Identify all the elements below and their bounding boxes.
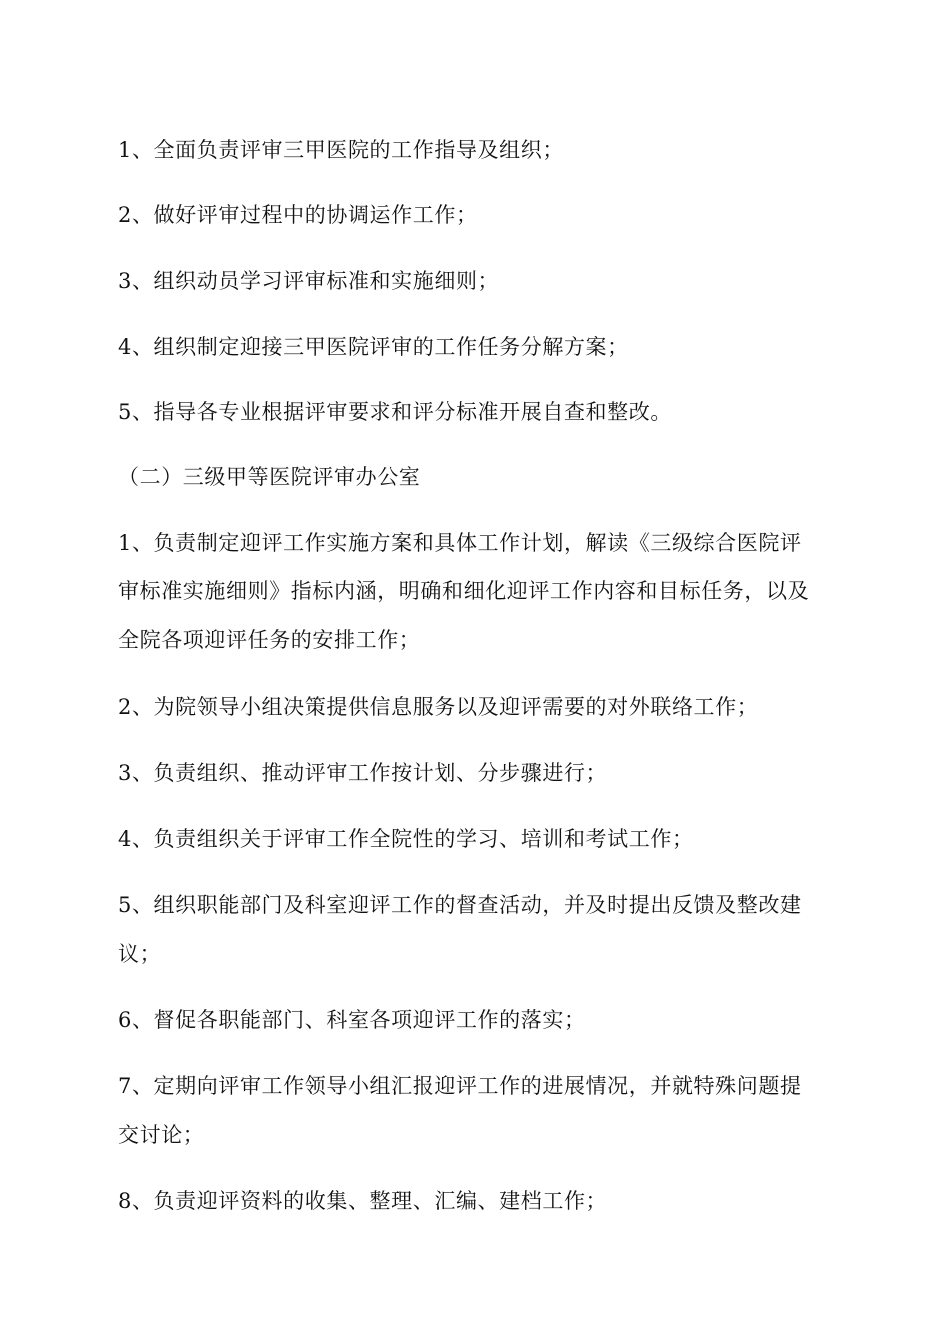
- section-item-6: 6、督促各职能部门、科室各项迎评工作的落实；: [118, 1008, 586, 1032]
- section-item-1-line-3: 全院各项迎评任务的安排工作；: [118, 628, 421, 652]
- list-item-1: 1、全面负责评审三甲医院的工作指导及组织；: [118, 138, 564, 162]
- section-item-5-line-1: 5、组织职能部门及科室迎评工作的督查活动，并及时提出反馈及整改建: [118, 893, 802, 917]
- section-item-2: 2、为院领导小组决策提供信息服务以及迎评需要的对外联络工作；: [118, 695, 759, 719]
- list-item-2: 2、做好评审过程中的协调运作工作；: [118, 203, 478, 227]
- section-item-4: 4、负责组织关于评审工作全院性的学习、培训和考试工作；: [118, 827, 694, 851]
- section-item-8: 8、负责迎评资料的收集、整理、汇编、建档工作；: [118, 1189, 608, 1213]
- list-item-3: 3、组织动员学习评审标准和实施细则；: [118, 269, 500, 293]
- list-item-5: 5、指导各专业根据评审要求和评分标准开展自查和整改。: [118, 400, 672, 424]
- section-item-7-line-2: 交讨论；: [118, 1123, 205, 1147]
- section-item-1-line-1: 1、负责制定迎评工作实施方案和具体工作计划，解读《三级综合医院评: [118, 531, 802, 555]
- section-item-1-line-2: 审标准实施细则》指标内涵，明确和细化迎评工作内容和目标任务，以及: [118, 579, 810, 603]
- section-item-3: 3、负责组织、推动评审工作按计划、分步骤进行；: [118, 761, 608, 785]
- section-heading: （二）三级甲等医院评审办公室: [118, 465, 421, 489]
- section-item-5-line-2: 议；: [118, 942, 162, 966]
- list-item-4: 4、组织制定迎接三甲医院评审的工作任务分解方案；: [118, 335, 629, 359]
- section-item-7-line-1: 7、定期向评审工作领导小组汇报迎评工作的进展情况，并就特殊问题提: [118, 1074, 802, 1098]
